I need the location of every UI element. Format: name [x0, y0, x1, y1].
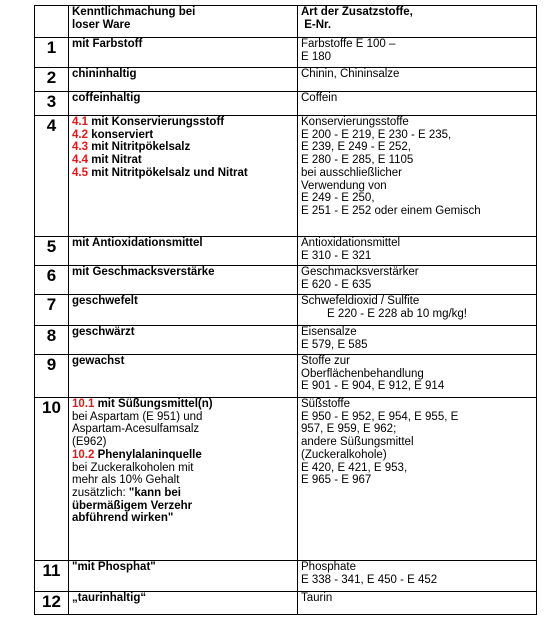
table-row	[35, 92, 537, 116]
row-number: 12	[35, 592, 69, 615]
row-label: "mit Phosphat"	[69, 561, 298, 592]
row-values: Taurin	[298, 592, 537, 615]
row-label: chininhaltig	[69, 68, 298, 92]
row-values: Antioxidationsmittel E 310 - E 321	[298, 237, 537, 266]
table-row	[35, 38, 537, 68]
table-row	[35, 326, 537, 355]
header-col-labeling: Kenntlichmachung bei loser Ware	[69, 6, 298, 38]
table-row	[35, 398, 537, 561]
row-number: 9	[35, 355, 69, 398]
header-col-additives: Art der Zusatzstoffe, E-Nr.	[298, 6, 537, 38]
row-label: 4.1 mit Konservierungsstoff 4.2 konserviert 4.3 mit Nitritpökelsalz 4.4 mit Nitrat 4.5 mit Nitritpökelsalz und Nitrat	[69, 116, 298, 237]
row-number: 6	[35, 266, 69, 295]
row-label: mit Antioxidationsmittel	[69, 237, 298, 266]
row-values: Schwefeldioxid / Sulfite E 220 - E 228 ab 10 mg/kg!	[298, 295, 537, 326]
row-values: Eisensalze E 579, E 585	[298, 326, 537, 355]
row-values: Konservierungsstoffe E 200 - E 219, E 230 - E 235, E 239, E 249 - E 252, E 280 - E 285, E 1105 bei ausschließlicher Verwendung von E 249 - E 250, E 251 - E 252 oder einem Gemisch	[298, 116, 537, 237]
row-label: gewachst	[69, 355, 298, 398]
row-values: Stoffe zur Oberflächenbehandlung E 901 - E 904, E 912, E 914	[298, 355, 537, 398]
row-number: 4	[35, 116, 69, 237]
row-values: Chinin, Chininsalze	[298, 68, 537, 92]
table-header-row	[35, 6, 537, 38]
table-row	[35, 295, 537, 326]
row-label: „taurinhaltig“	[69, 592, 298, 615]
row-number: 5	[35, 237, 69, 266]
row-values: Coffein	[298, 92, 537, 116]
row-number: 11	[35, 561, 69, 592]
table-row	[35, 266, 537, 295]
table-row	[35, 592, 537, 615]
row-label: geschwefelt	[69, 295, 298, 326]
row-label: mit Geschmacksverstärke	[69, 266, 298, 295]
row-number: 10	[35, 398, 69, 561]
row-number: 3	[35, 92, 69, 116]
table-row	[35, 237, 537, 266]
row-label: coffeinhaltig	[69, 92, 298, 116]
row-number: 8	[35, 326, 69, 355]
row-number: 2	[35, 68, 69, 92]
table-row	[35, 561, 537, 592]
row-label: 10.1 mit Süßungsmittel(n) bei Aspartam (E 951) und Aspartam-Acesulfamsalz (E962) 10.2 Phenylalaninquelle bei Zuckeralkoholen mit mehr als 10% Gehalt zusätzlich: "kann bei übermäßigem Verzehr abführend wirken"	[69, 398, 298, 561]
row-values: Farbstoffe E 100 – E 180	[298, 38, 537, 68]
row-number: 7	[35, 295, 69, 326]
row-label: geschwärzt	[69, 326, 298, 355]
row-label: mit Farbstoff	[69, 38, 298, 68]
row-number: 1	[35, 38, 69, 68]
row-values: Geschmacksverstärker E 620 - E 635	[298, 266, 537, 295]
table-row	[35, 355, 537, 398]
table-row	[35, 116, 537, 237]
table-row	[35, 68, 537, 92]
additives-table	[34, 5, 537, 615]
header-num-cell	[35, 6, 69, 38]
row-values: Phosphate E 338 - 341, E 450 - E 452	[298, 561, 537, 592]
row-values: Süßstoffe E 950 - E 952, E 954, E 955, E 957, E 959, E 962; andere Süßungsmittel (Zuckeralkohole) E 420, E 421, E 953, E 965 - E 967	[298, 398, 537, 561]
